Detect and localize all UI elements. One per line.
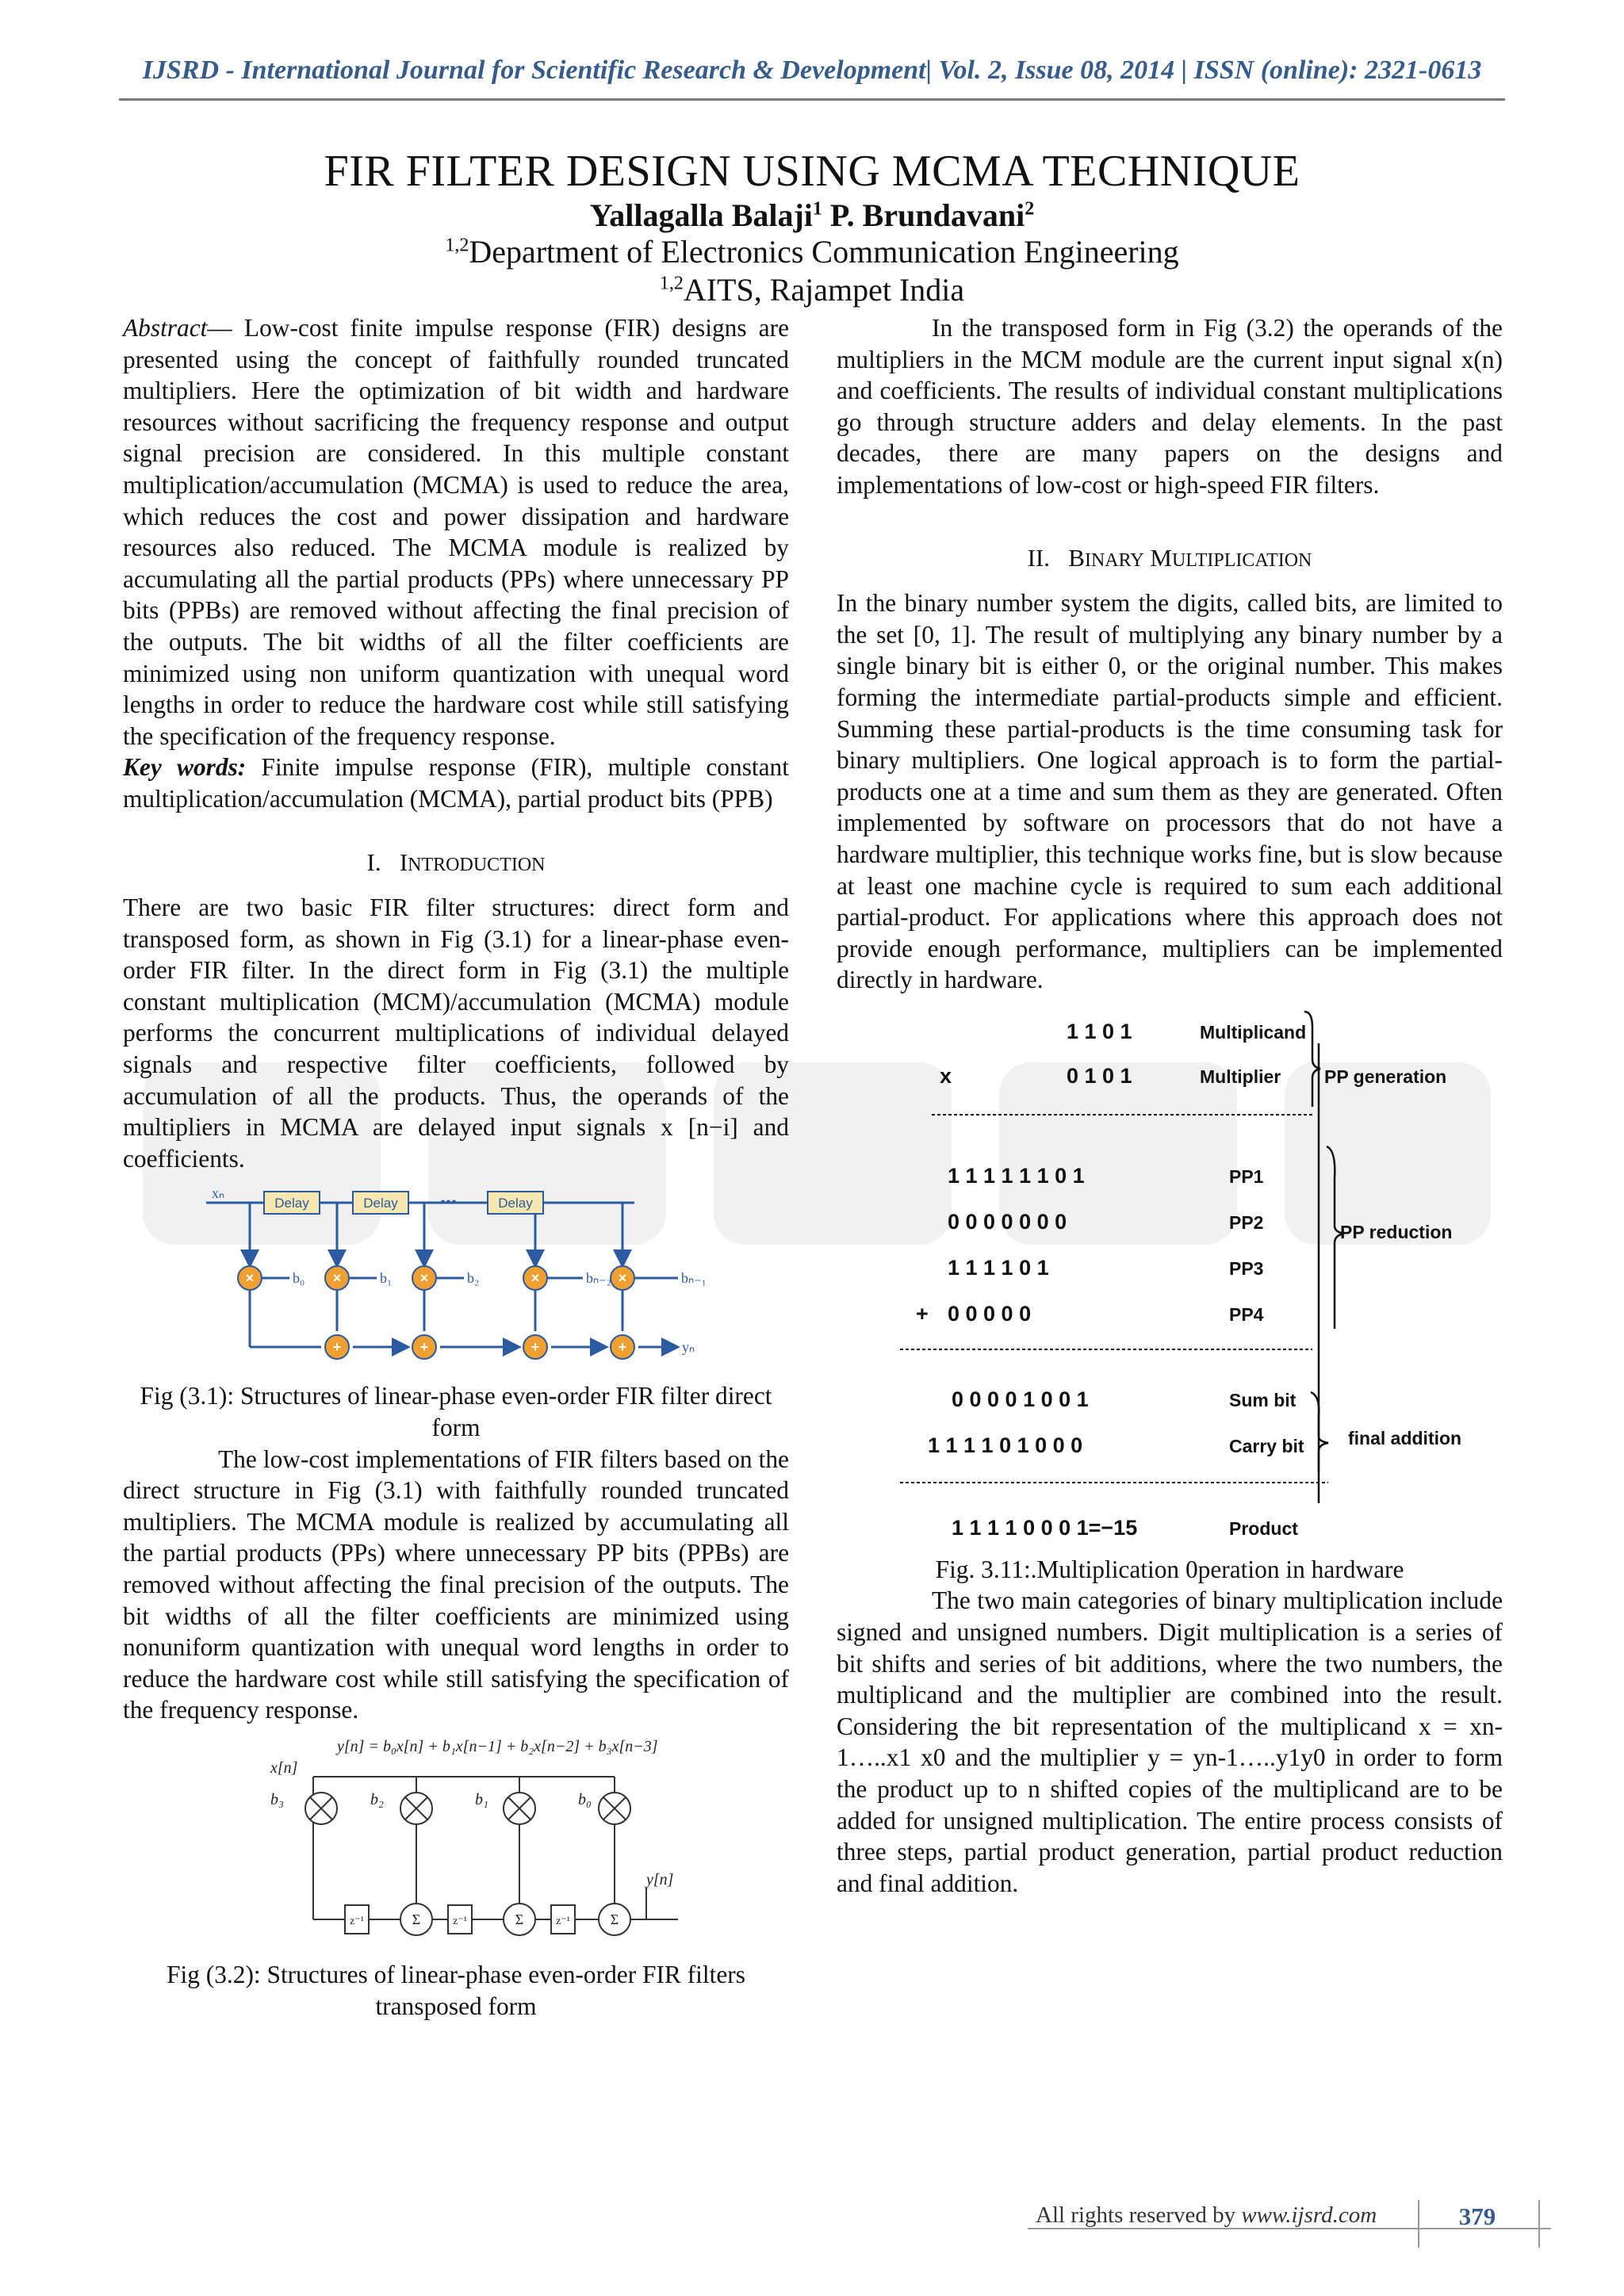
svg-text:1 1 1 1 0 0 0 1=−15: 1 1 1 1 0 0 0 1=−15 [952, 1515, 1138, 1540]
coef-label: b₀ [293, 1270, 305, 1287]
transposed-paragraph: In the transposed form in Fig (3.2) the operands of the multipliers in the MCM module are the current input signal x(n) and coefficients. The results of individual constant multiplications go through structure adders and delay elements. In the past decades, there are many papers on the designs and implementations of low-cost or high-speed FIR filters. [837, 314, 1503, 499]
figure-fir-transposed-form [123, 1729, 789, 1959]
svg-text:Carry bit: Carry bit [1229, 1435, 1304, 1456]
intro-paragraph-1: There are two basic FIR filter structures: direct form and transposed form, as shown in Fig (3.1) for a linear-phase even-order FIR filter. In the direct form in Fig (3.1) the multiple constant multiplication (MCM)/accumulation (MCMA) module performs the concurrent multiplications of individual delayed signals and respective filter coefficients, followed by accumulation of all the products. Thus, the operands of the multipliers in MCMA are delayed input signals x [n−i] and coefficients. [123, 894, 789, 1173]
delay-label: Delay [274, 1196, 309, 1211]
multiplication-diagram [837, 996, 1503, 1554]
svg-text:Sum bit: Sum bit [1229, 1389, 1297, 1410]
copyright-notice: All rights reserved by www.ijsrd.com [1036, 2202, 1377, 2228]
coef-label: b₁ [380, 1270, 393, 1287]
svg-text:1 1 1 1 1 1 0 1: 1 1 1 1 1 1 0 1 [948, 1163, 1085, 1188]
fig32-caption: Fig (3.2): Structures of linear-phase even-order FIR filters transposed form [167, 1960, 745, 2020]
affiliation-department: $^{1,2}$Department of Electronics Communication Engineering [445, 234, 1179, 270]
svg-text:0 0 0 0 0: 0 0 0 0 0 [948, 1301, 1032, 1326]
svg-text:z⁻¹: z⁻¹ [453, 1915, 467, 1927]
coef-label: b₁ [475, 1790, 488, 1808]
svg-text:×: × [419, 1270, 429, 1287]
svg-text:×: × [618, 1270, 627, 1287]
paper-title: FIR FILTER DESIGN USING MCMA TECHNIQUE [324, 147, 1300, 196]
coef-label: b₂ [370, 1790, 384, 1808]
svg-text:×: × [245, 1270, 255, 1287]
coef-label: b₃ [270, 1790, 284, 1808]
svg-text:Product: Product [1229, 1517, 1298, 1539]
figure-fir-direct-form [123, 1179, 789, 1380]
transfer-equation: y[n] = b₀x[n] + b₁x[n−1] + b₂x[n−2] + b₃x[n−3] [337, 1737, 658, 1755]
coef-label: b₀ [578, 1790, 592, 1808]
svg-text:z⁻¹: z⁻¹ [350, 1915, 364, 1927]
svg-text:1 1 1 1 0 1 0 0 0: 1 1 1 1 0 1 0 0 0 [928, 1433, 1083, 1457]
author-2: P. Brundavani [822, 197, 1025, 233]
ellipsis-dots: ••• [440, 1194, 458, 1212]
svg-text:+: + [419, 1339, 429, 1356]
svg-text:x: x [940, 1063, 952, 1088]
svg-text:Σ: Σ [515, 1911, 524, 1927]
authors: Yallagalla Balaji$^1$ P. Brundavani$^2$ [589, 197, 1035, 233]
section-heading-binary-multiplication: II. BINARY MULTIPLICATION [1027, 543, 1312, 572]
group-pp-reduction: PP reduction [1340, 1221, 1453, 1242]
page-number: 379 [1458, 2202, 1496, 2230]
affiliation-institute: $^{1,2}$AITS, Rajampet India [659, 272, 965, 308]
svg-text:1 1 1 1 0 1: 1 1 1 1 0 1 [948, 1255, 1049, 1280]
fig31-caption: Fig (3.1): Structures of linear-phase even-order FIR filter direct form [140, 1382, 772, 1442]
binary-paragraph-2: The two main categories of binary multiplication include signed and unsigned numbers. Digit multiplication is a series of bit shifts and series of bit additions, where the two numbers, the multiplicand and the multiplier are combined into the result. Considering the bit representation of the multiplicand x = xn-1…..x1 x0 and the multiplier y = yn-1…..y1y0 in order to form the product up to n shifted copies of the multiplicand are to be added for unsigned multiplication. The entire process consists of three steps, partial product generation, partial product reduction and final addition. [837, 1586, 1503, 1897]
intro-paragraph-2: The low-cost implementations of FIR filters based on the direct structure in Fig (3.1) with faithfully rounded truncated multipliers. The MCMA module is realized by accumulating all the partial products (PPs) where unnecessary PP bits (PPBs) are removed without affecting the final precision of the outputs. The bit widths of all the filter coefficients are minimized using nonuniform quantization with unequal word lengths in order to reduce the hardware cost while still satisfying the specification of the frequency response. [123, 1445, 789, 1724]
svg-text:+: + [916, 1301, 929, 1326]
svg-text:PP1: PP1 [1229, 1165, 1264, 1187]
binary-paragraph-1: In the binary number system the digits, called bits, are limited to the set [0, 1]. The result of multiplying any binary number by a single binary bit is either 0, or the original number. This makes forming the intermediate partial-products simple and efficient. Summing these partial-products is the time consuming task for binary multipliers. One logical approach is to form the partial-products one at a time and sum them as they are generated. Often implemented by software on processors that do not have a hardware multiplier, this technique works fine, but is slow because at least one machine cycle is required to sum each additional partial-product. For applications where this approach does not provide enough performance, multipliers can be implemented directly in hardware. [837, 589, 1503, 994]
svg-text:Σ: Σ [412, 1911, 421, 1927]
figure-multiplication-hardware [837, 996, 1503, 1554]
svg-text:×: × [332, 1270, 342, 1287]
right-column [837, 312, 1503, 1899]
keywords: Key words: Finite impulse response (FIR), multiple constant multiplication/accumulation (MCMA), partial product bits (PPB) [123, 753, 789, 813]
group-pp-generation: PP generation [1324, 1066, 1447, 1087]
svg-text:PP4: PP4 [1229, 1303, 1264, 1325]
output-label: y[n] [646, 1870, 674, 1888]
svg-text:z⁻¹: z⁻¹ [556, 1915, 570, 1927]
coef-label: bₙ₋₁ [681, 1270, 707, 1287]
svg-text:0 0 0 0 1 0 0 1: 0 0 0 0 1 0 0 1 [952, 1387, 1089, 1411]
input-label: xₙ [212, 1185, 225, 1202]
svg-text:Σ: Σ [610, 1911, 619, 1927]
journal-website-link[interactable]: www.ijsrd.com [1241, 2202, 1377, 2228]
section-heading-introduction: I. INTRODUCTION [366, 848, 546, 876]
journal-header: IJSRD - International Journal for Scientific Research & Development| Vol. 2, Issue 08, 2014 | ISSN (online): 2321-0613 [142, 55, 1482, 85]
svg-text:+: + [332, 1339, 342, 1356]
coef-label: bₙ₋₂ [586, 1270, 611, 1287]
fir-direct-form-diagram [123, 1179, 789, 1380]
svg-text:×: × [530, 1270, 540, 1287]
author-1: Yallagalla Balaji [589, 197, 813, 233]
fig311-caption: Fig. 3.11:.Multiplication 0peration in hardware [935, 1555, 1404, 1583]
svg-text:+: + [618, 1339, 627, 1356]
header-rule [119, 98, 1505, 101]
coef-label: b₂ [467, 1270, 480, 1287]
svg-text:PP3: PP3 [1229, 1257, 1264, 1279]
svg-text:PP2: PP2 [1229, 1211, 1264, 1233]
output-label: yₙ [682, 1339, 695, 1356]
delay-label: Delay [498, 1196, 533, 1211]
fir-transposed-form-diagram [123, 1729, 789, 1959]
input-label: x[n] [270, 1758, 298, 1777]
group-final-addition: final addition [1348, 1427, 1462, 1448]
left-column [123, 312, 789, 2022]
svg-text:Multiplier: Multiplier [1200, 1066, 1281, 1087]
svg-text:1 1 0 1: 1 1 0 1 [1067, 1019, 1132, 1043]
svg-text:Multiplicand: Multiplicand [1200, 1021, 1307, 1043]
svg-text:0 1 0 1: 0 1 0 1 [1067, 1063, 1132, 1088]
abstract: Abstract— Low-cost finite impulse response (FIR) designs are presented using the concept of faithfully rounded truncated multipliers. Here the optimization of bit width and hardware resources without sacrificing the frequency response and output signal precision are considered. In this multiple constant multiplication/accumulation (MCMA) is used to reduce the area, which reduces the cost and power dissipation and hardware resources also reduced. The MCMA module is realized by accumulating all the partial products (PPs) where unnecessary PP bits (PPBs) are removed without affecting the final precision of the outputs. The bit widths of all the filter coefficients are minimized using non uniform quantization with unequal word lengths in order to reduce the hardware cost while still satisfying the specification of the frequency response. [123, 314, 789, 750]
delay-label: Delay [363, 1196, 398, 1211]
svg-text:+: + [530, 1339, 540, 1356]
svg-text:0 0 0 0 0 0 0: 0 0 0 0 0 0 0 [948, 1209, 1067, 1234]
